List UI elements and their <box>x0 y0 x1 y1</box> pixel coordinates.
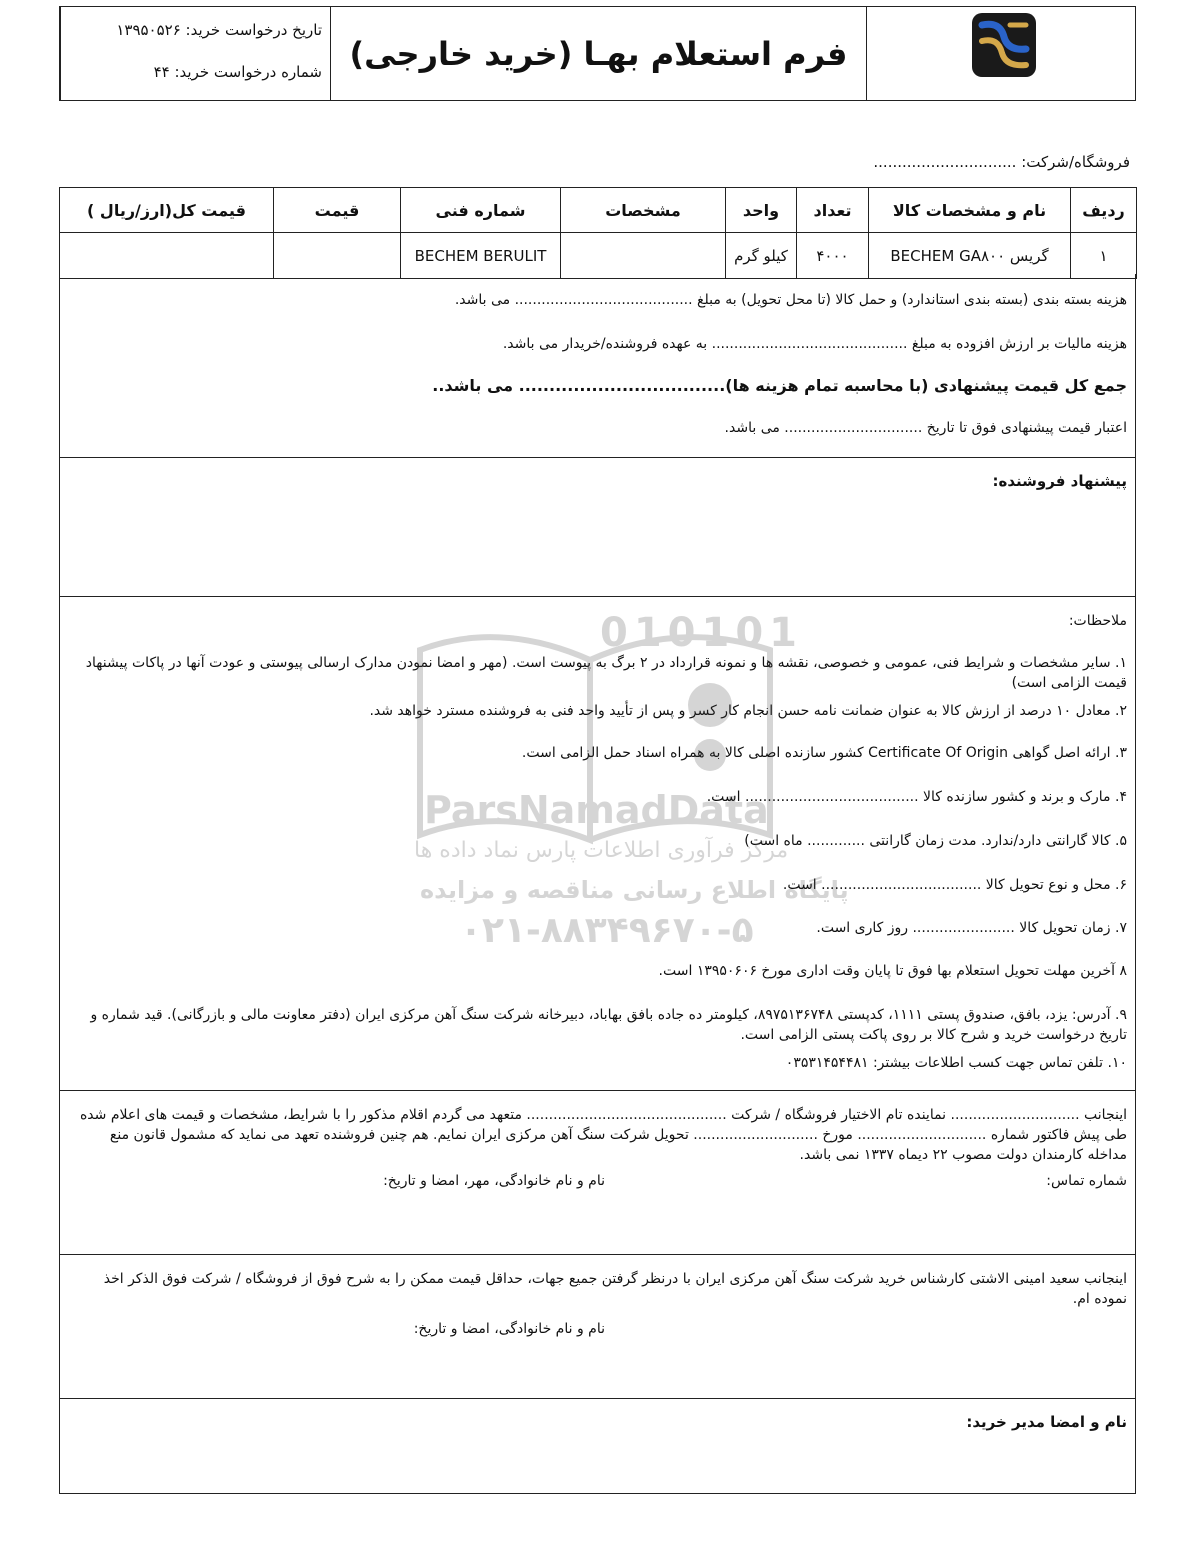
note-6: ۶. محل و نوع تحویل کالا .................................... است. <box>782 877 1127 893</box>
costs-section <box>59 274 1136 458</box>
packaging-cost: هزینه بسته بندی (بسته بندی استاندارد) و حمل کالا (تا محل تحویل) به مبلغ ........................................ می باشد. <box>454 292 1127 308</box>
watermark-line2: پایگاه اطلاع رسانی مناقصه و مزایده <box>420 876 849 904</box>
logo-cell <box>866 7 1137 100</box>
cell-unit: کیلو گرم <box>726 233 797 279</box>
expert-text: اینجانب سعید امینی الاشتی کارشناس خرید شرکت سنگ آهن مرکزی ایران با درنظر گرفتن جمیع جهات، حداقل قیمت ممکن را به شرح فوق از فروشگاه / شرکت فوق الذکر اخذ نموده ام. <box>103 1271 1127 1307</box>
watermark-digits: 010101 <box>600 610 803 656</box>
request-date: تاریخ درخواست خرید: ۱۳۹۵۰۵۲۶ <box>116 21 322 39</box>
col-price: قیمت <box>274 188 401 233</box>
watermark-phone: ۰۲۱-۸۸۳۴۹۶۷۰-۵ <box>460 910 754 951</box>
request-number: شماره درخواست خرید: ۴۴ <box>153 63 322 81</box>
total-price: جمع کل قیمت پیشنهادی (با محاسبه تمام هزینه ها).................................. می باشد.. <box>432 376 1127 395</box>
table-header-row <box>60 188 1137 233</box>
note-1: ۱. سایر مشخصات و شرایط فنی، عمومی و خصوصی، نقشه ها و نمونه قرارداد در ۲ برگ به پیوست است. (مهر و امضا نمودن مدارک ارسالی پیوستی و عودت آنها در پاکات پیشنهاد قیمت الزامی است) <box>85 655 1127 691</box>
col-name: نام و مشخصات کالا <box>869 188 1071 233</box>
col-unit: واحد <box>726 188 797 233</box>
cell-price <box>274 233 401 279</box>
form-header <box>59 6 1136 101</box>
items-table <box>59 187 1137 279</box>
company-logo-icon <box>970 11 1038 79</box>
note-7: ۷. زمان تحویل کالا ....................... روز کاری است. <box>816 920 1127 936</box>
manager-section <box>59 1399 1136 1494</box>
seller-signature-label: نام و نام خانوادگی، مهر، امضا و تاریخ: <box>383 1173 605 1189</box>
note-2: ۲. معادل ۱۰ درصد از ارزش کالا به عنوان ضمانت نامه حسن انجام کار کسر و پس از تأیید واحد فنی به فروشنده مسترد خواهد شد. <box>369 703 1127 719</box>
note-4: ۴. مارک و برند و کشور سازنده کالا ....................................... است. <box>706 789 1127 805</box>
title-cell <box>330 7 866 100</box>
declaration-text: اینجانب ............................. نماینده تام الاختیار فروشگاه / شرکت ............................................. متعهد می گردم اقلام مذکور را با شرایط، مشخصات و قیمت های اعلام شده طی پیش فاکتور شماره ............................. مورخ ............................ تحویل شرکت سنگ آهن مرکزی ایران نمایم. هم چنین فروشنده تعهد می نماید که مشمول قانون منع مداخله کارمندان دولت مصوب ۲۲ دیماه ۱۳۳۷ نمی باشد. <box>79 1107 1127 1163</box>
note-3: ۳. ارائه اصل گواهی Certificate Of Origin کشور سازنده اصلی کالا به همراه اسناد حمل الزامی است. <box>521 745 1127 761</box>
cell-tech-no: BECHEM BERULIT <box>401 233 561 279</box>
cell-total <box>60 233 274 279</box>
phone-label: شماره تماس: <box>1046 1173 1127 1189</box>
seller-offer-section <box>59 458 1136 597</box>
watermark-line1: مرکز فرآوری اطلاعات پارس نماد داده ها <box>414 838 789 863</box>
col-tech-no: شماره فنی <box>401 188 561 233</box>
watermark-brand: ParsNamadData <box>424 788 769 832</box>
notes-label: ملاحظات: <box>1068 613 1127 629</box>
expert-signature-label: نام و نام خانوادگی، امضا و تاریخ: <box>413 1321 605 1337</box>
col-qty: تعداد <box>797 188 869 233</box>
cell-qty: ۴۰۰۰ <box>797 233 869 279</box>
manager-label: نام و امضا مدیر خرید: <box>966 1413 1127 1431</box>
col-total: قیمت کل(ارز/ریال ) <box>60 188 274 233</box>
tax-cost: هزینه مالیات بر ارزش افزوده به مبلغ ............................................ به عهده فروشنده/خریدار می باشد. <box>502 336 1127 352</box>
form-title: فرم استعلام بهـا (خرید خارجی) <box>349 34 848 73</box>
note-9: ۹. آدرس: یزد، بافق، صندوق پستی ۱۱۱۱، کدپستی ۸۹۷۵۱۳۶۷۴۸، کیلومتر ده جاده بافق بهاباد، دبیرخانه شرکت سنگ آهن مرکزی ایران (دفتر معاونت مالی و بازرگانی). قید شماره و تاریخ درخواست خرید و شرح کالا بر روی پاکت پستی الزامی است. <box>90 1007 1127 1043</box>
col-spec: مشخصات <box>561 188 726 233</box>
store-line: فروشگاه/شرکت: .............................. <box>873 153 1130 171</box>
cell-row: ۱ <box>1071 233 1137 279</box>
note-8: ۸ آخرین مهلت تحویل استعلام بها فوق تا پایان وقت اداری مورخ ۱۳۹۵۰۶۰۶ است. <box>658 963 1127 979</box>
expert-section <box>59 1255 1136 1399</box>
note-10: ۱۰. تلفن تماس جهت کسب اطلاعات بیشتر: ۰۳۵۳۱۴۵۴۴۸۱ <box>785 1055 1127 1071</box>
col-row: ردیف <box>1071 188 1137 233</box>
seller-offer-label: پیشنهاد فروشنده: <box>992 472 1127 490</box>
declaration-section <box>59 1091 1136 1255</box>
notes-section <box>59 597 1136 1091</box>
cell-spec <box>561 233 726 279</box>
request-info <box>60 7 330 100</box>
cell-name: گریس BECHEM GA۸۰۰ <box>869 233 1071 279</box>
price-validity: اعتبار قیمت پیشنهادی فوق تا تاریخ ............................... می باشد. <box>724 420 1127 436</box>
table-row <box>60 233 1137 279</box>
note-5: ۵. کالا گارانتی دارد/ندارد. مدت زمان گارانتی ............. ماه است) <box>744 833 1127 849</box>
